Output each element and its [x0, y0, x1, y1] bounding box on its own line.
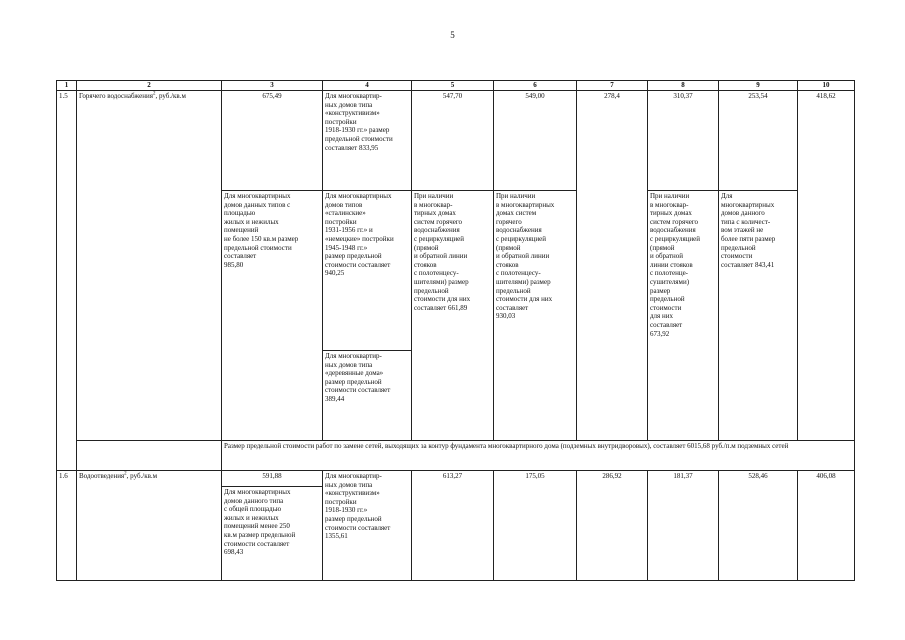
- row-name-sup: 2: [152, 91, 156, 97]
- c9-note: Для многоквартирных домов данного типа с количест- вом этажей не более пяти размер предельной стоимости составляет 843,41: [719, 191, 798, 441]
- footer-note: Размер предельной стоимости работ по замене сетей, выходящих за контур фундамента многоквартирного дома (подземных внутридворовых), составляет 6015,68 руб./п.м подземных сетей: [222, 441, 855, 471]
- page-number: 5: [450, 30, 455, 40]
- c8-value: 310,37: [648, 91, 719, 191]
- row-name-unit: , руб./кв.м: [155, 92, 186, 100]
- header-col-8: 8: [648, 81, 719, 91]
- header-col-1: 1: [57, 81, 77, 91]
- row-index: 1.6: [57, 471, 77, 581]
- c7-value: 286,92: [577, 471, 648, 581]
- header-col-4: 4: [323, 81, 412, 91]
- c4-note-3: Для многоквартир- ных домов типа «деревянные дома» размер предельной стоимости составляет 389,44: [323, 351, 412, 441]
- c6-value: 549,00: [494, 91, 577, 191]
- row-name-sup: 2: [124, 471, 127, 477]
- table-row: [57, 91, 855, 191]
- c4-note: Для многоквартир- ных домов типа «конструктивизм» постройки 1918-1930 гг.» размер предельной стоимости составляет 1355,61: [323, 471, 412, 581]
- header-col-2: 2: [77, 81, 222, 91]
- header-row: [57, 81, 855, 91]
- c4-note-2: Для многоквартирных домов типов «сталинские» постройки 1931-1956 гг.» и «немецкие» постройки 1945-1948 гг.» размер предельной стоимости составляет 940,25: [323, 191, 412, 351]
- c5-value: 613,27: [412, 471, 494, 581]
- c3-value: 591,88: [222, 471, 323, 487]
- c8-value: 181,37: [648, 471, 719, 581]
- table-row: [57, 471, 855, 487]
- row-name: [77, 471, 222, 581]
- c6-value: 175,05: [494, 471, 577, 581]
- c5-note: При наличии в многоквар- тирных домах систем горячего водоснабжения с рециркуляцией (прямой и обратной линии стояков с полотенцесу- шителями) размер предельной стоимости для них составляет 661,89: [412, 191, 494, 441]
- c9-value: 528,46: [719, 471, 798, 581]
- c3-note: Для многоквартирных домов данных типов с площадью жилых и нежилых помещений не более 150 кв.м размер предельной стоимости составляет 985,80: [222, 191, 323, 441]
- c10-value: 418,62: [798, 91, 855, 441]
- c4-note: Для многоквартир- ных домов типа «конструктивизм» постройки 1918-1930 гг.» размер предельной стоимости составляет 833,95: [323, 91, 412, 191]
- c8-note: При наличии в многоквар- тирных домах систем горячего водоснабжения с рециркуляцией (прямой и обратной линии стояков с полотенце- сушителями) размер предельной стоимости для них составляет 673,92: [648, 191, 719, 441]
- header-col-9: 9: [719, 81, 798, 91]
- row-index: 1.5: [57, 91, 77, 471]
- c7-value: 278,4: [577, 91, 648, 441]
- row-name-text: Горячего водоснабжения: [79, 92, 153, 100]
- row-name-text: Водоотведения: [79, 472, 125, 480]
- header-col-6: 6: [494, 81, 577, 91]
- row-name: [77, 91, 222, 441]
- c10-value: 406,08: [798, 471, 855, 581]
- header-col-5: 5: [412, 81, 494, 91]
- c6-note: При наличии в многоквартирных домах систем горячего водоснабжения с рециркуляцией (прямой и обратной линии стояков с полотенцесу- шителями) размер предельной стоимости для них составляет 930,03: [494, 191, 577, 441]
- c3-value: 675,49: [222, 91, 323, 191]
- header-col-10: 10: [798, 81, 855, 91]
- header-col-7: 7: [577, 81, 648, 91]
- c5-value: 547,70: [412, 91, 494, 191]
- c3-note: Для многоквартирных домов данного типа с общей площадью жилых и нежилых помещений менее 250 кв.м размер предельной стоимости составляет 698,43: [222, 487, 323, 581]
- row-name-unit: , руб./кв.м: [126, 472, 158, 480]
- row-name-blank: [77, 441, 222, 471]
- table-row: [57, 441, 855, 471]
- cost-table: [56, 80, 855, 581]
- c9-value: 253,54: [719, 91, 798, 191]
- header-col-3: 3: [222, 81, 323, 91]
